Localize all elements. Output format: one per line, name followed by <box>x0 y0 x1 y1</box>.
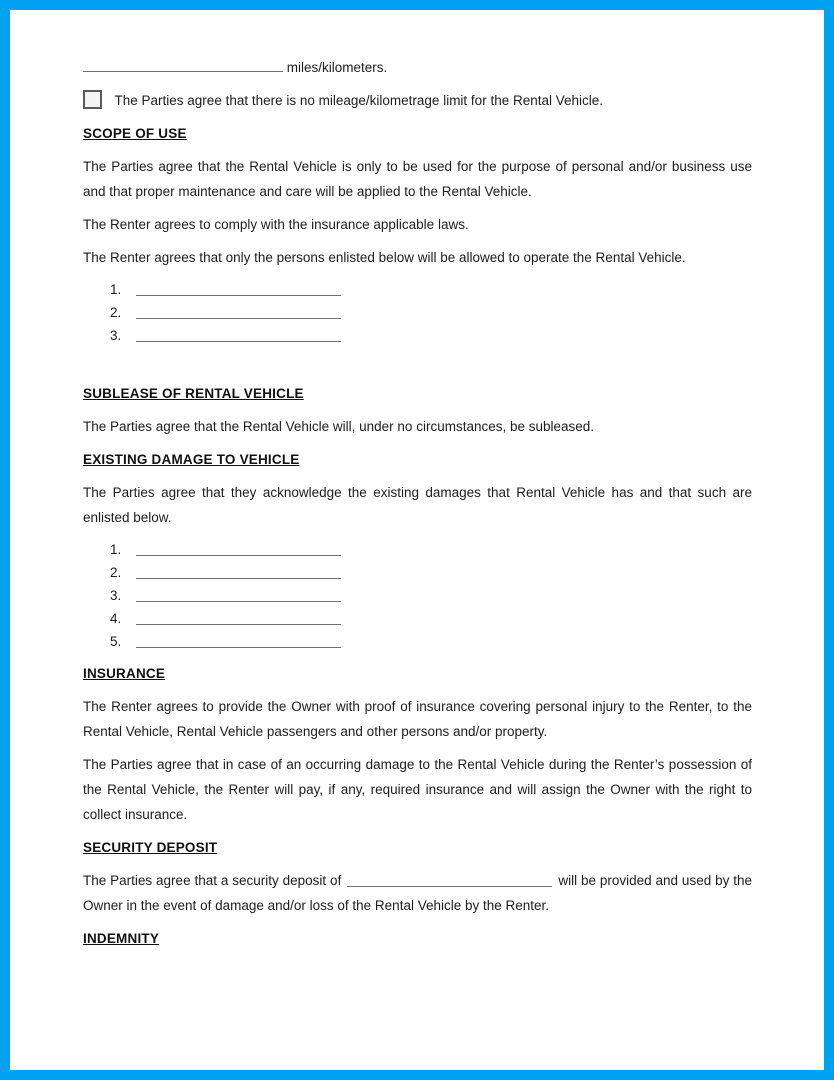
damage-blank-line-5[interactable] <box>136 633 341 648</box>
list-item <box>83 561 752 584</box>
list-number: 5. <box>110 634 122 649</box>
no-mileage-limit-checkbox[interactable] <box>83 90 102 109</box>
mileage-blank-line[interactable] <box>83 57 283 72</box>
scope-paragraph-1: The Parties agree that the Rental Vehicle is only to be used for the purpose of personal and/or business use and that proper maintenance and care will be applied to the Rental Vehicle. <box>83 159 752 199</box>
mileage-row <box>83 55 752 80</box>
list-item <box>83 278 752 301</box>
sublease-paragraph: The Parties agree that the Rental Vehicle will, under no circumstances, be subleased. <box>83 419 595 434</box>
driver-blank-line-3[interactable] <box>136 327 341 342</box>
list-number: 3. <box>110 328 122 343</box>
list-item <box>83 538 752 561</box>
security-deposit-blank-line[interactable] <box>347 872 552 887</box>
section-heading-sublease: SUBLEASE OF RENTAL VEHICLE <box>83 386 304 401</box>
no-limit-clause-row <box>83 88 752 113</box>
list-number: 2. <box>110 305 122 320</box>
insurance-paragraph-1: The Renter agrees to provide the Owner with proof of insurance covering personal injury to the Renter, to the Rental Vehicle, Rental Vehicle passengers and other persons and/or property. <box>83 699 752 739</box>
driver-blank-line-1[interactable] <box>136 281 341 296</box>
damage-blank-line-1[interactable] <box>136 541 341 556</box>
insurance-paragraph-2: The Parties agree that in case of an occurring damage to the Rental Vehicle during the Renter’s possession of the Rental Vehicle, the Renter will pay, if any, required insurance and will assign the Owner with the right to collect insurance. <box>83 757 752 822</box>
section-heading-security-deposit: SECURITY DEPOSIT <box>83 840 218 855</box>
section-heading-insurance: INSURANCE <box>83 666 166 681</box>
list-number: 4. <box>110 611 122 626</box>
section-heading-scope-of-use: SCOPE OF USE <box>83 126 187 141</box>
damage-blank-line-4[interactable] <box>136 610 341 625</box>
existing-damages-list <box>83 538 752 653</box>
no-limit-clause-text: The Parties agree that there is no mileage/kilometrage limit for the Rental Vehicle. <box>114 93 604 108</box>
scope-paragraph-2: The Renter agrees to comply with the insurance applicable laws. <box>83 217 469 232</box>
list-number: 1. <box>110 282 122 297</box>
damage-blank-line-3[interactable] <box>136 587 341 602</box>
security-deposit-paragraph <box>83 868 752 918</box>
list-item <box>83 584 752 607</box>
list-number: 1. <box>110 542 122 557</box>
authorized-drivers-list <box>83 278 752 347</box>
driver-blank-line-2[interactable] <box>136 304 341 319</box>
mileage-suffix: miles/kilometers. <box>286 60 388 75</box>
list-number: 2. <box>110 565 122 580</box>
list-item <box>83 607 752 630</box>
list-item <box>83 324 752 347</box>
existing-damage-paragraph: The Parties agree that they acknowledge the existing damages that Rental Vehicle has and that such are enlisted below. <box>83 485 752 525</box>
section-heading-existing-damage: EXISTING DAMAGE TO VEHICLE <box>83 452 300 467</box>
list-item <box>83 301 752 324</box>
security-deposit-text-after: will be provided and used by the Owner in the event of damage and/or loss of the Rental Vehicle by the Renter. <box>83 873 752 913</box>
damage-blank-line-2[interactable] <box>136 564 341 579</box>
list-number: 3. <box>110 588 122 603</box>
list-item <box>83 630 752 653</box>
scope-paragraph-3: The Renter agrees that only the persons enlisted below will be allowed to operate the Rental Vehicle. <box>83 250 686 265</box>
section-heading-indemnity: INDEMNITY <box>83 931 160 946</box>
security-deposit-text-before: The Parties agree that a security deposit of <box>83 873 342 888</box>
